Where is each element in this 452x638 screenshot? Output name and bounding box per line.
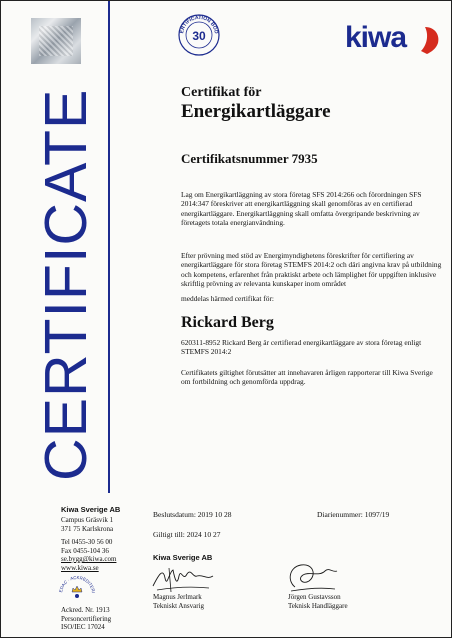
legal-basis-paragraph: Lag om Energikartläggning av stora företag SFS 2014:266 och förordningen SFS 2014:347 föreskriver att energikartläggning skall genomföras av en certifierad energikartläggare. Energikartläggning skall omfatta övergripande beskrivning av företagets totala energianvändning.	[181, 190, 422, 227]
swedac-scope: Personcertifiering	[61, 614, 112, 623]
certificate-holder-name: Rickard Berg	[181, 314, 274, 331]
signer1-name: Magnus Jerlmark	[153, 593, 202, 601]
signature-jorgen-gustavsson	[283, 557, 343, 595]
footer-company: Kiwa Sverige AB	[61, 505, 121, 514]
signer1-title: Tekniskt Ansvarig	[153, 601, 205, 610]
signer1-block	[153, 593, 204, 610]
seal-ring-text: ERTIFICATION BOD	[179, 14, 219, 35]
footer-email-link[interactable]: se.bygg@kiwa.com	[61, 555, 117, 563]
issuance-statement: meddelas härmed certifikat för:	[181, 294, 274, 303]
hologram-sticker	[31, 18, 81, 64]
swedac-ring-text: EDAC · ACKREDITERI	[58, 574, 96, 594]
certificate-vertical-title: CERTIFICATE	[33, 88, 99, 481]
certification-seal-icon	[177, 13, 221, 57]
validity-condition-paragraph: Certifikatets giltighet förutsätter att innehavaren årligen rapporterar till Kiwa Sverige om fortbildning och genomförda uppdrag.	[181, 368, 433, 387]
assessment-paragraph: Efter prövning med stöd av Energimyndighetens föreskrifter för certifiering av energikartläggare för stora företag STEMFS 2014:2 och däri angivna krav på utbildning och kompetens, erfarenhet från praktiskt arbete och lämplighet för uppgiften inklusive skriftlig prövning av relevanta kunskaper inom området	[181, 251, 442, 288]
signature-magnus-jerlmark	[149, 564, 219, 596]
issuer-company: Kiwa Sverige AB	[153, 553, 213, 562]
holder-details-paragraph: 620311-8952 Rickard Berg är certifierad energikartläggare av stora företag enligt STEMFS 2014:2	[181, 338, 422, 357]
footer-swedac-info	[61, 606, 111, 632]
footer-tel: Tel 0455-30 56 00	[61, 538, 113, 546]
certificate-number: Certifikatsnummer 7935	[181, 151, 318, 166]
swedac-standard: ISO/IEC 17024	[61, 623, 105, 631]
vertical-rule	[108, 1, 110, 493]
footer-web-link[interactable]: www.kiwa.se	[61, 563, 99, 572]
signer2-title: Teknisk Handläggare	[288, 601, 348, 610]
diary-number: Diarienummer: 1097/19	[317, 510, 390, 519]
swedac-accreditation-icon	[57, 570, 97, 610]
certificate-title-line1: Certifikat för	[181, 85, 262, 100]
kiwa-logo-text: kiwa	[345, 21, 407, 54]
certificate-title-line2: Energikartläggare	[181, 101, 331, 122]
seal-number: 30	[192, 29, 206, 43]
decision-date: Beslutsdatum: 2019 10 28	[153, 510, 232, 519]
swedac-accreditation-number: Ackred. Nr. 1913	[61, 606, 110, 614]
signer2-name: Jörgen Gustavsson	[288, 593, 341, 601]
signer2-block	[288, 593, 348, 610]
footer-address	[61, 516, 113, 533]
footer-address-line2: 371 75 Karlskrona	[61, 524, 114, 533]
footer-address-line1: Campus Gräsvik 1	[61, 516, 114, 524]
footer-fax: Fax 0455-104 36	[61, 546, 109, 555]
valid-until-date: Giltigt till: 2024 10 27	[153, 530, 221, 539]
footer-contact	[61, 538, 116, 572]
